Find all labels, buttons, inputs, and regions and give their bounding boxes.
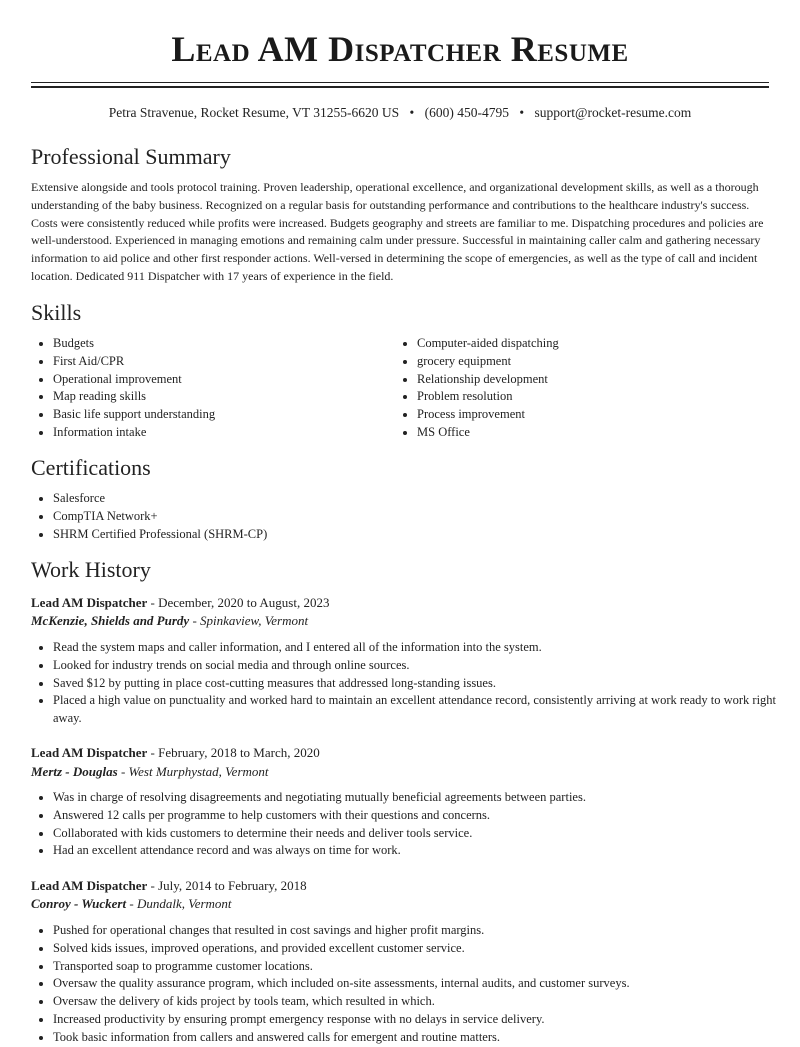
- skill-item: • Information intake: [53, 424, 393, 442]
- job-bullets: [31, 639, 793, 728]
- job-bullet: • Oversaw the quality assurance program, which included on-site assessments, internal audits, and customer surveys.: [53, 975, 793, 993]
- job-title: Lead AM Dispatcher: [31, 595, 148, 610]
- skill-item: • Budgets: [53, 335, 393, 353]
- resume-title: Lead AM Dispatcher Resume: [171, 29, 629, 69]
- skill-item: • Map reading skills: [53, 388, 393, 406]
- title-divider-bottom: [31, 86, 769, 88]
- certification-item: • Salesforce: [53, 490, 753, 508]
- contact-phone: (600) 450-4795: [424, 105, 510, 120]
- job-dates: - December, 2020 to August, 2023: [147, 595, 330, 610]
- job-company: Mertz - Douglas: [31, 764, 118, 779]
- job-bullet: • Answered 12 calls per programme to help customers with their questions and concerns.: [53, 807, 793, 825]
- skill-item: • Process improvement: [417, 406, 777, 424]
- job-company-line: [31, 613, 308, 629]
- certifications-list: [31, 490, 753, 543]
- job-bullet: • Collaborated with kids customers to determine their needs and deliver tools service.: [53, 825, 793, 843]
- job-title-line: [31, 878, 307, 894]
- certifications-heading: Certifications: [31, 455, 151, 480]
- job-company-line: [31, 896, 232, 912]
- job-title: Lead AM Dispatcher: [31, 878, 148, 893]
- job-dates: - July, 2014 to February, 2018: [147, 878, 307, 893]
- contact-separator: •: [519, 105, 525, 120]
- job-bullet: • Pushed for operational changes that resulted in cost savings and higher profit margins.: [53, 922, 793, 940]
- job-bullets: [31, 789, 793, 860]
- summary-heading: Professional Summary: [31, 144, 231, 169]
- work-history-heading: Work History: [31, 557, 151, 582]
- contact-separator: •: [409, 105, 415, 120]
- contact-email: support@rocket-resume.com: [534, 105, 692, 120]
- certification-item: • CompTIA Network+: [53, 508, 753, 526]
- summary-text: Extensive alongside and tools protocol training. Proven leadership, operational excellence, and organizational development skills, as well as a thorough understanding of the baby business. Recognized on a regular basis for outstanding performance and contributions to the healthcare industry's success. Costs were consistently reduced while profits were increased. Budgets geography and streets are familiar to me. Dispatching procedures and policies are well-understood. Experienced in managing emotions and remaining calm under pressure. Successful in maintaining caller calm and gathering necessary information to aid police and other first responder actions. Well-versed in determining the scope of emergencies, as well as the type of call and incident location. Dedicated 911 Dispatcher with 17 years of experience in the field.: [31, 180, 764, 283]
- job-bullet: • Was in charge of resolving disagreements and negotiating mutually beneficial agreements between parties.: [53, 789, 793, 807]
- job-dates: - February, 2018 to March, 2020: [147, 745, 320, 760]
- job-company: McKenzie, Shields and Purdy: [31, 613, 190, 628]
- skill-item: • Computer-aided dispatching: [417, 335, 777, 353]
- job-location: - Dundalk, Vermont: [126, 896, 232, 911]
- skill-item: • First Aid/CPR: [53, 353, 393, 371]
- job-bullet: • Took basic information from callers and answered calls for emergent and routine matters.: [53, 1029, 793, 1047]
- job-location: - West Murphystad, Vermont: [117, 764, 269, 779]
- job-bullet: • Read the system maps and caller information, and I entered all of the information into the system.: [53, 639, 793, 657]
- title-divider-top: [31, 82, 769, 83]
- skill-item: • MS Office: [417, 424, 777, 442]
- skill-item: • Operational improvement: [53, 371, 393, 389]
- skill-item: • Problem resolution: [417, 388, 777, 406]
- job-bullet: • Placed a high value on punctuality and worked hard to maintain an excellent attendance record, consistently arriving at work ready to work right away.: [53, 692, 793, 728]
- skills-heading: Skills: [31, 300, 82, 325]
- contact-line: [0, 105, 800, 121]
- contact-address: Petra Stravenue, Rocket Resume, VT 31255-6620 US: [108, 105, 400, 120]
- job-bullet: • Increased productivity by ensuring prompt emergency response with no delays in service delivery.: [53, 1011, 793, 1029]
- job-title-line: [31, 595, 329, 611]
- job-bullet: • Saved $12 by putting in place cost-cutting measures that addressed long-standing issues.: [53, 675, 793, 693]
- skill-item: • grocery equipment: [417, 353, 777, 371]
- job-company-line: [31, 764, 269, 780]
- job-bullets: [31, 922, 793, 1047]
- certification-item: • SHRM Certified Professional (SHRM-CP): [53, 526, 753, 544]
- job-company: Conroy - Wuckert: [31, 896, 127, 911]
- job-bullet: • Had an excellent attendance record and was always on time for work.: [53, 842, 793, 860]
- job-bullet: • Looked for industry trends on social media and through online sources.: [53, 657, 793, 675]
- skills-list-left: [31, 335, 393, 442]
- job-title-line: [31, 745, 320, 761]
- job-bullet: • Solved kids issues, improved operations, and provided excellent customer service.: [53, 940, 793, 958]
- job-title: Lead AM Dispatcher: [31, 745, 148, 760]
- job-location: - Spinkaview, Vermont: [189, 613, 309, 628]
- skill-item: • Relationship development: [417, 371, 777, 389]
- skills-list-right: [395, 335, 777, 442]
- job-bullet: • Oversaw the delivery of kids project by tools team, which resulted in which.: [53, 993, 793, 1011]
- job-bullet: • Transported soap to programme customer locations.: [53, 958, 793, 976]
- skill-item: • Basic life support understanding: [53, 406, 393, 424]
